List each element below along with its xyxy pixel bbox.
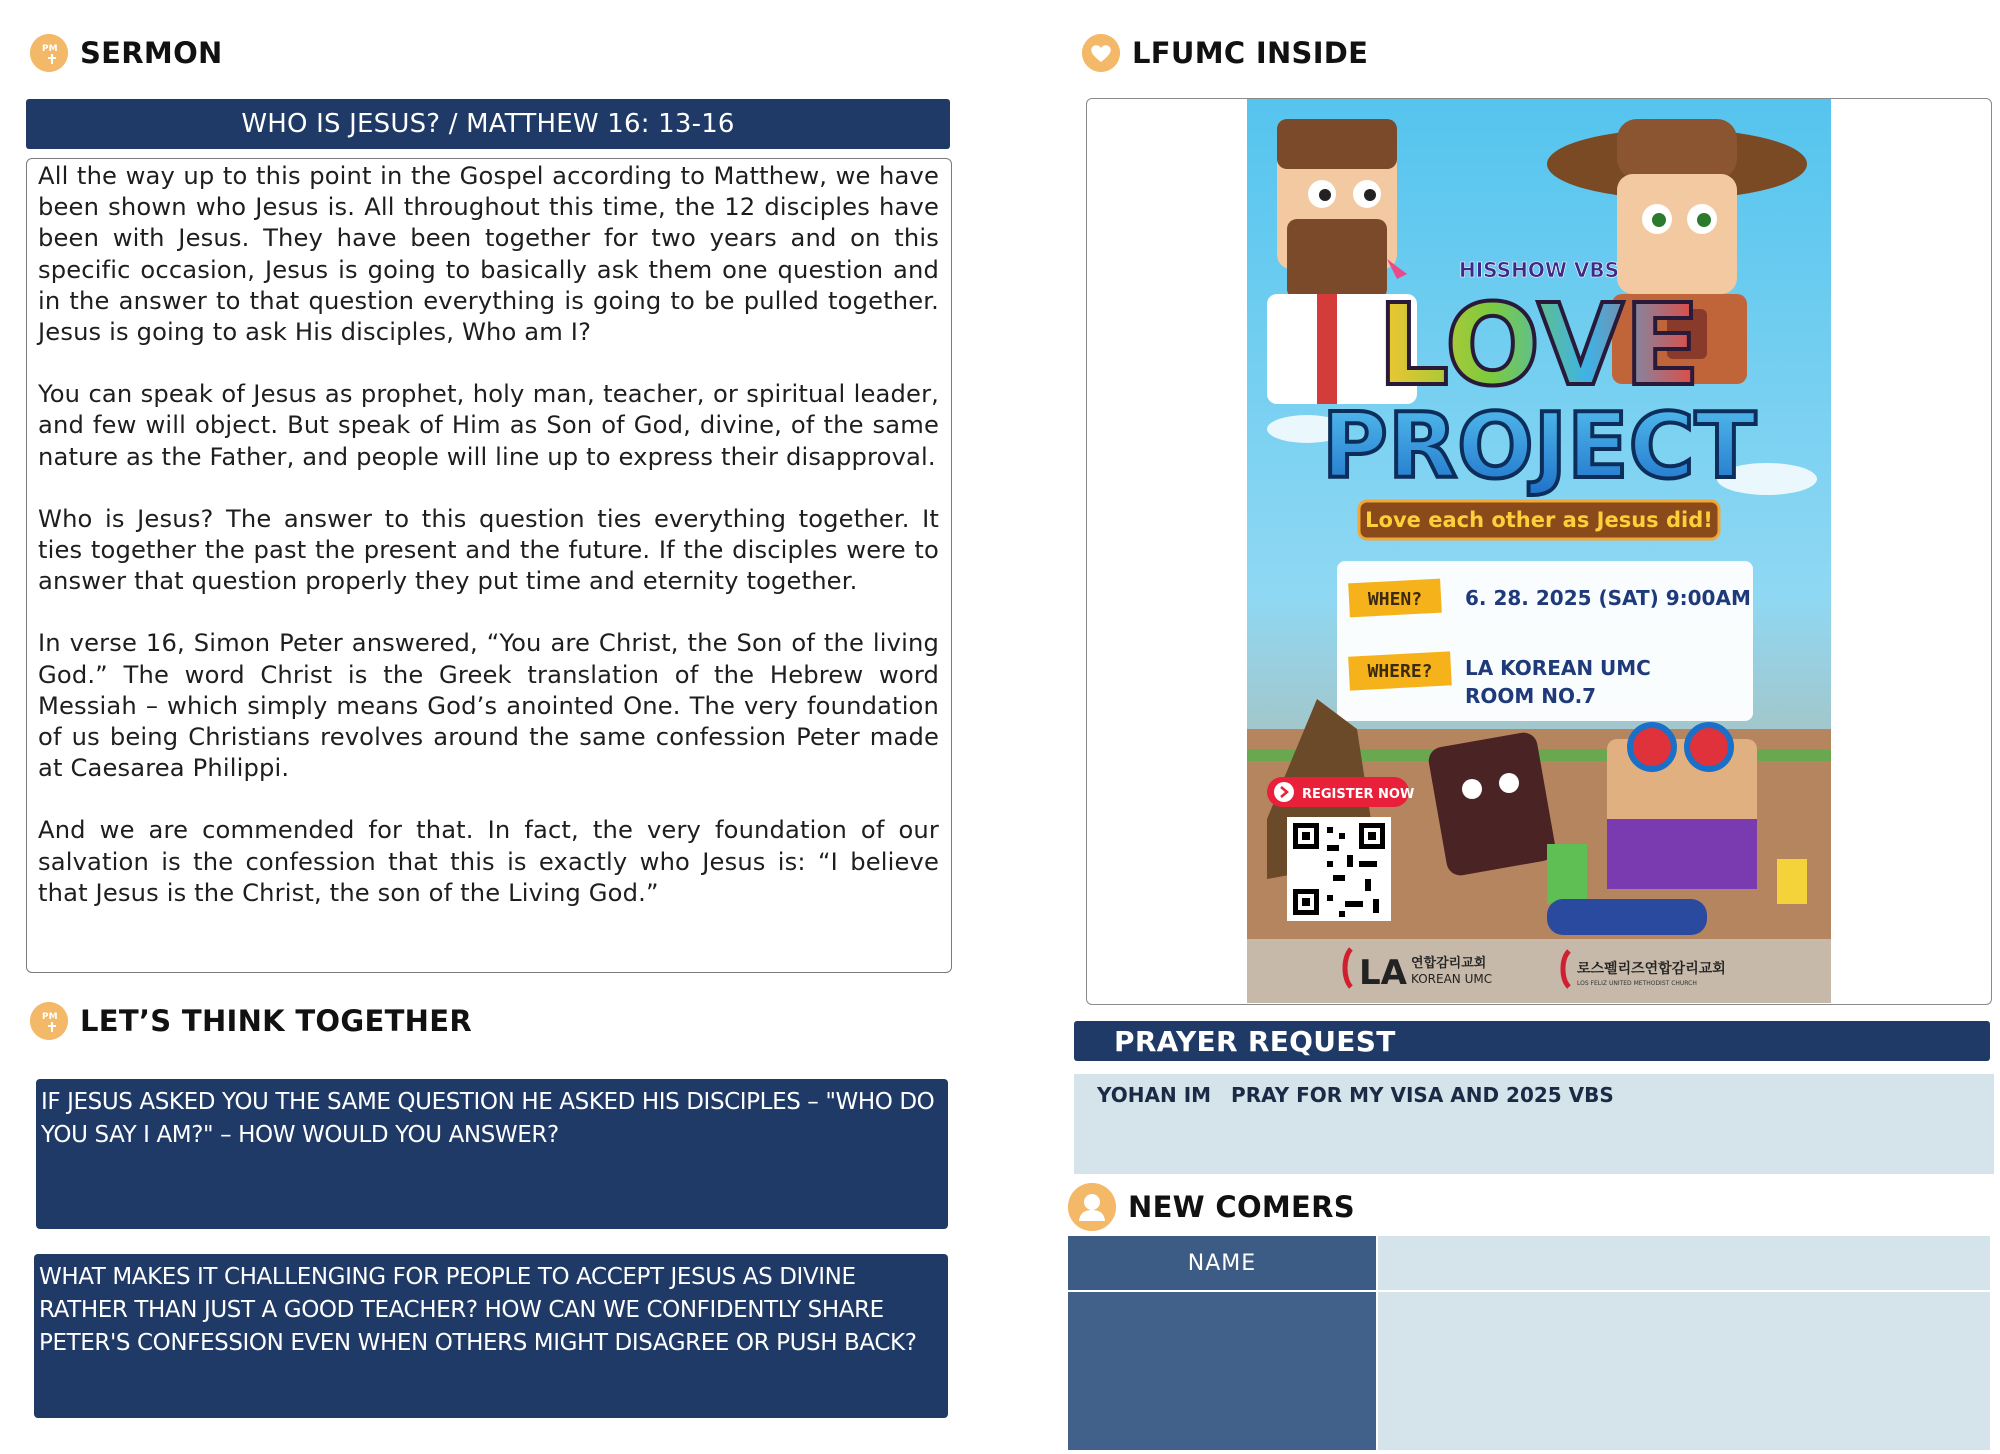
heart-icon xyxy=(1082,34,1120,72)
sermon-title-bar xyxy=(26,99,950,149)
svg-text:PM: PM xyxy=(42,44,58,54)
poster-where-line1: LA KOREAN UMC xyxy=(1465,656,1651,680)
newcomers-heading: NEW COMERS xyxy=(1128,1190,1355,1224)
sermon-paragraph: In verse 16, Simon Peter answered, “You are Christ, the Son of the living God.” The word Christ is the Greek translation of the Hebrew word Messiah – which simply means God’s anointed One. The very foundation of us being Christians revolves around the same confession Peter made at Caesarea Philippi. xyxy=(38,629,939,783)
poster-kicker: HISSHOW VBS xyxy=(1459,258,1619,282)
poster-where-label: WHERE? xyxy=(1367,661,1433,682)
sermon-title: WHO IS JESUS? / MATTHEW 16: 13-16 xyxy=(241,109,735,139)
prayer-request-box xyxy=(1074,1074,1994,1174)
vbs-poster xyxy=(1247,99,1831,1003)
inside-header xyxy=(1082,34,1368,72)
sermon-paragraph: All the way up to this point in the Gospel according to Matthew, we have been shown who Jesus is. All throughout this time, the 12 disciples have been with Jesus. They have been together for two years and on this specific occasion, Jesus is going to basically ask them one question and in the answer to that question everything is going to be pulled together. Jesus is going to ask His disciples, Who am I? xyxy=(38,162,939,347)
poster-register-button: REGISTER NOW xyxy=(1302,787,1415,802)
sermon-body xyxy=(26,158,952,973)
person-icon xyxy=(1068,1183,1116,1231)
prayer-heading: PRAYER REQUEST xyxy=(1114,1024,1396,1058)
newcomers-header xyxy=(1068,1183,1355,1231)
sermon-heading: SERMON xyxy=(80,36,223,70)
prayer-request-bar xyxy=(1074,1021,1990,1061)
prayer-name: YOHAN IM xyxy=(1097,1083,1212,1107)
qr-code-icon xyxy=(1287,817,1391,921)
logo-los-feliz-en: LOS FELIZ UNITED METHODIST CHURCH xyxy=(1577,980,1697,987)
question-box xyxy=(34,1254,948,1418)
sermon-paragraph: Who is Jesus? The answer to this question ties everything together. It ties together the past the present and the future. If the disciples were to answer that question properly they put time and eternity together. xyxy=(38,504,939,596)
logo-los-feliz-ko: 로스펠리즈연합감리교회 xyxy=(1577,961,1726,977)
svg-text:PM: PM xyxy=(42,1012,58,1022)
pm-badge-icon xyxy=(30,1002,68,1040)
poster-when-label: WHEN? xyxy=(1367,589,1423,610)
newcomers-name-header xyxy=(1068,1236,1376,1290)
poster-when-value: 6. 28. 2025 (SAT) 9:00AM xyxy=(1465,586,1751,610)
prayer-text: PRAY FOR MY VISA AND 2025 VBS xyxy=(1231,1083,1614,1107)
prayer-row xyxy=(1097,1083,1614,1107)
sermon-paragraph: You can speak of Jesus as prophet, holy man, teacher, or spiritual leader, and few will object. But speak of Him as Son of God, divine, of the same nature as the Father, and people will line up to express their disapproval. xyxy=(38,380,939,471)
newcomers-body-value-cell xyxy=(1378,1292,1990,1450)
question-box xyxy=(36,1079,948,1229)
name-column-label: NAME xyxy=(1187,1250,1257,1276)
sermon-header xyxy=(30,34,223,72)
poster-tagline: Love each other as Jesus did! xyxy=(1365,508,1713,532)
think-heading: LET’S THINK TOGETHER xyxy=(80,1004,472,1038)
logo-la-korean: LA xyxy=(1359,953,1407,993)
question-text: IF JESUS ASKED YOU THE SAME QUESTION HE ASKED HIS DISCIPLES – "WHO DO YOU SAY I AM?" – HOW WOULD YOU ANSWER? xyxy=(41,1089,935,1148)
poster-title-project: PROJECT xyxy=(1321,394,1757,499)
newcomers-table xyxy=(1068,1236,1990,1450)
inside-heading: LFUMC INSIDE xyxy=(1132,36,1369,70)
logo-la-korean-ko: 연합감리교회 xyxy=(1411,956,1487,971)
pm-badge-icon xyxy=(30,34,68,72)
think-header xyxy=(30,1002,472,1040)
poster-title-love: LOVE xyxy=(1377,281,1701,411)
newcomers-body-label-cell xyxy=(1068,1292,1376,1450)
question-text: WHAT MAKES IT CHALLENGING FOR PEOPLE TO ACCEPT JESUS AS DIVINE RATHER THAN JUST A GOOD TEACHER? HOW CAN WE CONFIDENTLY SHARE PETER'S CONFESSION EVEN WHEN OTHERS MIGHT DISAGREE OR PUSH BACK? xyxy=(39,1264,917,1356)
sermon-paragraph: And we are commended for that. In fact, the very foundation of our salvation is the confession that this is exactly who Jesus is: “I believe that Jesus is the Christ, the son of the Living God.” xyxy=(38,816,939,907)
poster-where-line2: ROOM NO.7 xyxy=(1465,684,1597,708)
logo-la-korean-en: KOREAN UMC xyxy=(1411,972,1493,986)
newcomers-header-value-cell xyxy=(1378,1236,1990,1290)
poster-frame xyxy=(1086,98,1992,1005)
